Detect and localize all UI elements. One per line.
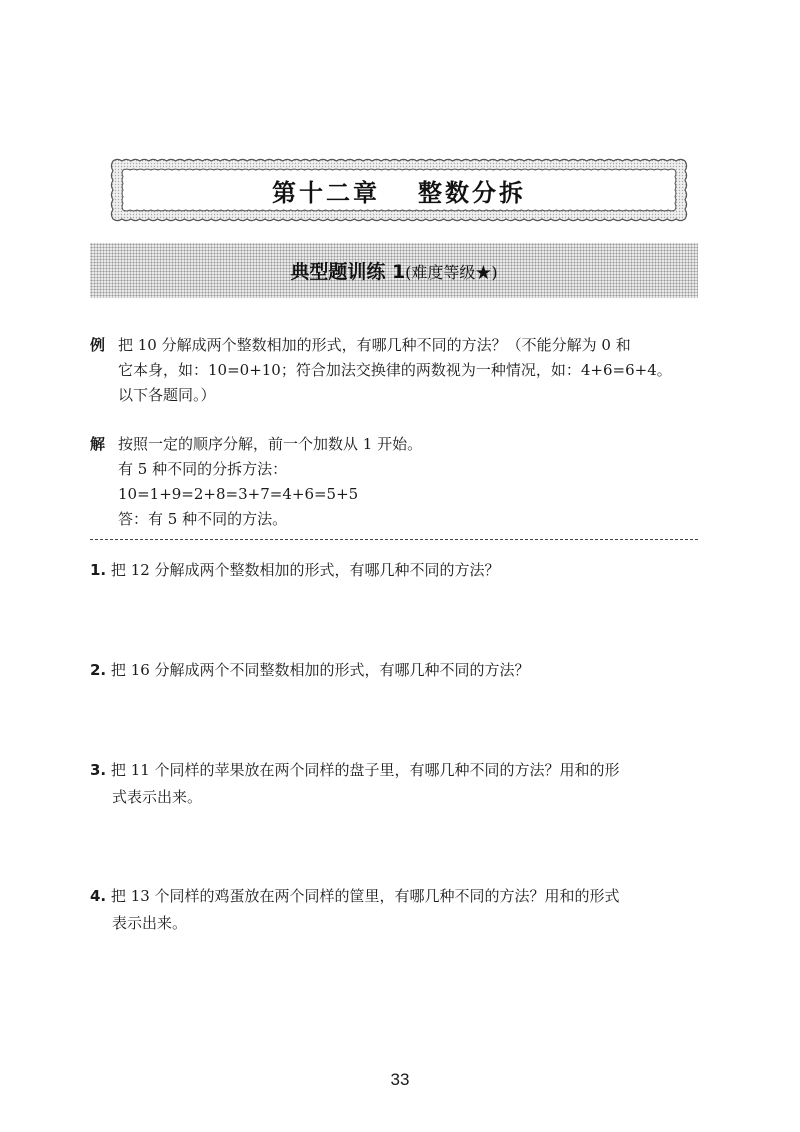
- question-text: 把 11 个同样的苹果放在两个同样的盘子里，有哪几种不同的方法？用和的形: [110, 761, 620, 779]
- question-text: 把 16 分解成两个不同整数相加的形式，有哪几种不同的方法？: [110, 661, 530, 679]
- page-number: 33: [390, 1070, 410, 1089]
- question-2: [90, 657, 710, 684]
- question-4: [90, 883, 710, 937]
- section-title: [290, 257, 497, 284]
- section-title-text: 典型题训练 1: [290, 261, 406, 283]
- question-text: 把 12 分解成两个整数相加的形式，有哪几种不同的方法？: [110, 561, 500, 579]
- solution-line: 按照一定的顺序分解，前一个加数从 1 开始。: [118, 435, 423, 453]
- difficulty-label: (难度等级★): [405, 263, 498, 282]
- section-header: [90, 243, 698, 298]
- solution-line: 10=1+9=2+8=3+7=4+6=5+5: [118, 485, 359, 503]
- question-number: 3.: [90, 761, 107, 779]
- solution-line: 答：有 5 种不同的方法。: [118, 510, 288, 528]
- question-3: [90, 757, 710, 811]
- chapter-title: [108, 156, 690, 224]
- question-text: 把 13 个同样的鸡蛋放在两个同样的筐里，有哪几种不同的方法？用和的形式: [110, 887, 620, 905]
- example-line: 以下各题同。）: [118, 386, 216, 404]
- chapter-name: 整数分拆: [418, 178, 526, 207]
- question-1: [90, 557, 710, 584]
- example-line: 把 10 分解成两个整数相加的形式，有哪几种不同的方法？（不能分解为 0 和: [118, 336, 631, 354]
- example-block: [90, 333, 710, 408]
- example-line: 它本身，如：10=0+10；符合加法交换律的两数视为一种情况，如：4+6=6+4。: [118, 361, 672, 379]
- chapter-number: 第十二章: [272, 178, 380, 207]
- question-text-continued: 式表示出来。: [112, 788, 203, 806]
- question-number: 1.: [90, 561, 107, 579]
- question-text-continued: 表示出来。: [112, 914, 188, 932]
- question-number: 2.: [90, 661, 107, 679]
- dashed-divider: [90, 539, 698, 540]
- example-tag: 例: [90, 336, 106, 354]
- solution-tag: 解: [90, 435, 106, 453]
- chapter-banner: [108, 156, 690, 224]
- solution-block: [90, 432, 710, 532]
- solution-line: 有 5 种不同的分拆方法：: [118, 460, 288, 478]
- question-number: 4.: [90, 887, 107, 905]
